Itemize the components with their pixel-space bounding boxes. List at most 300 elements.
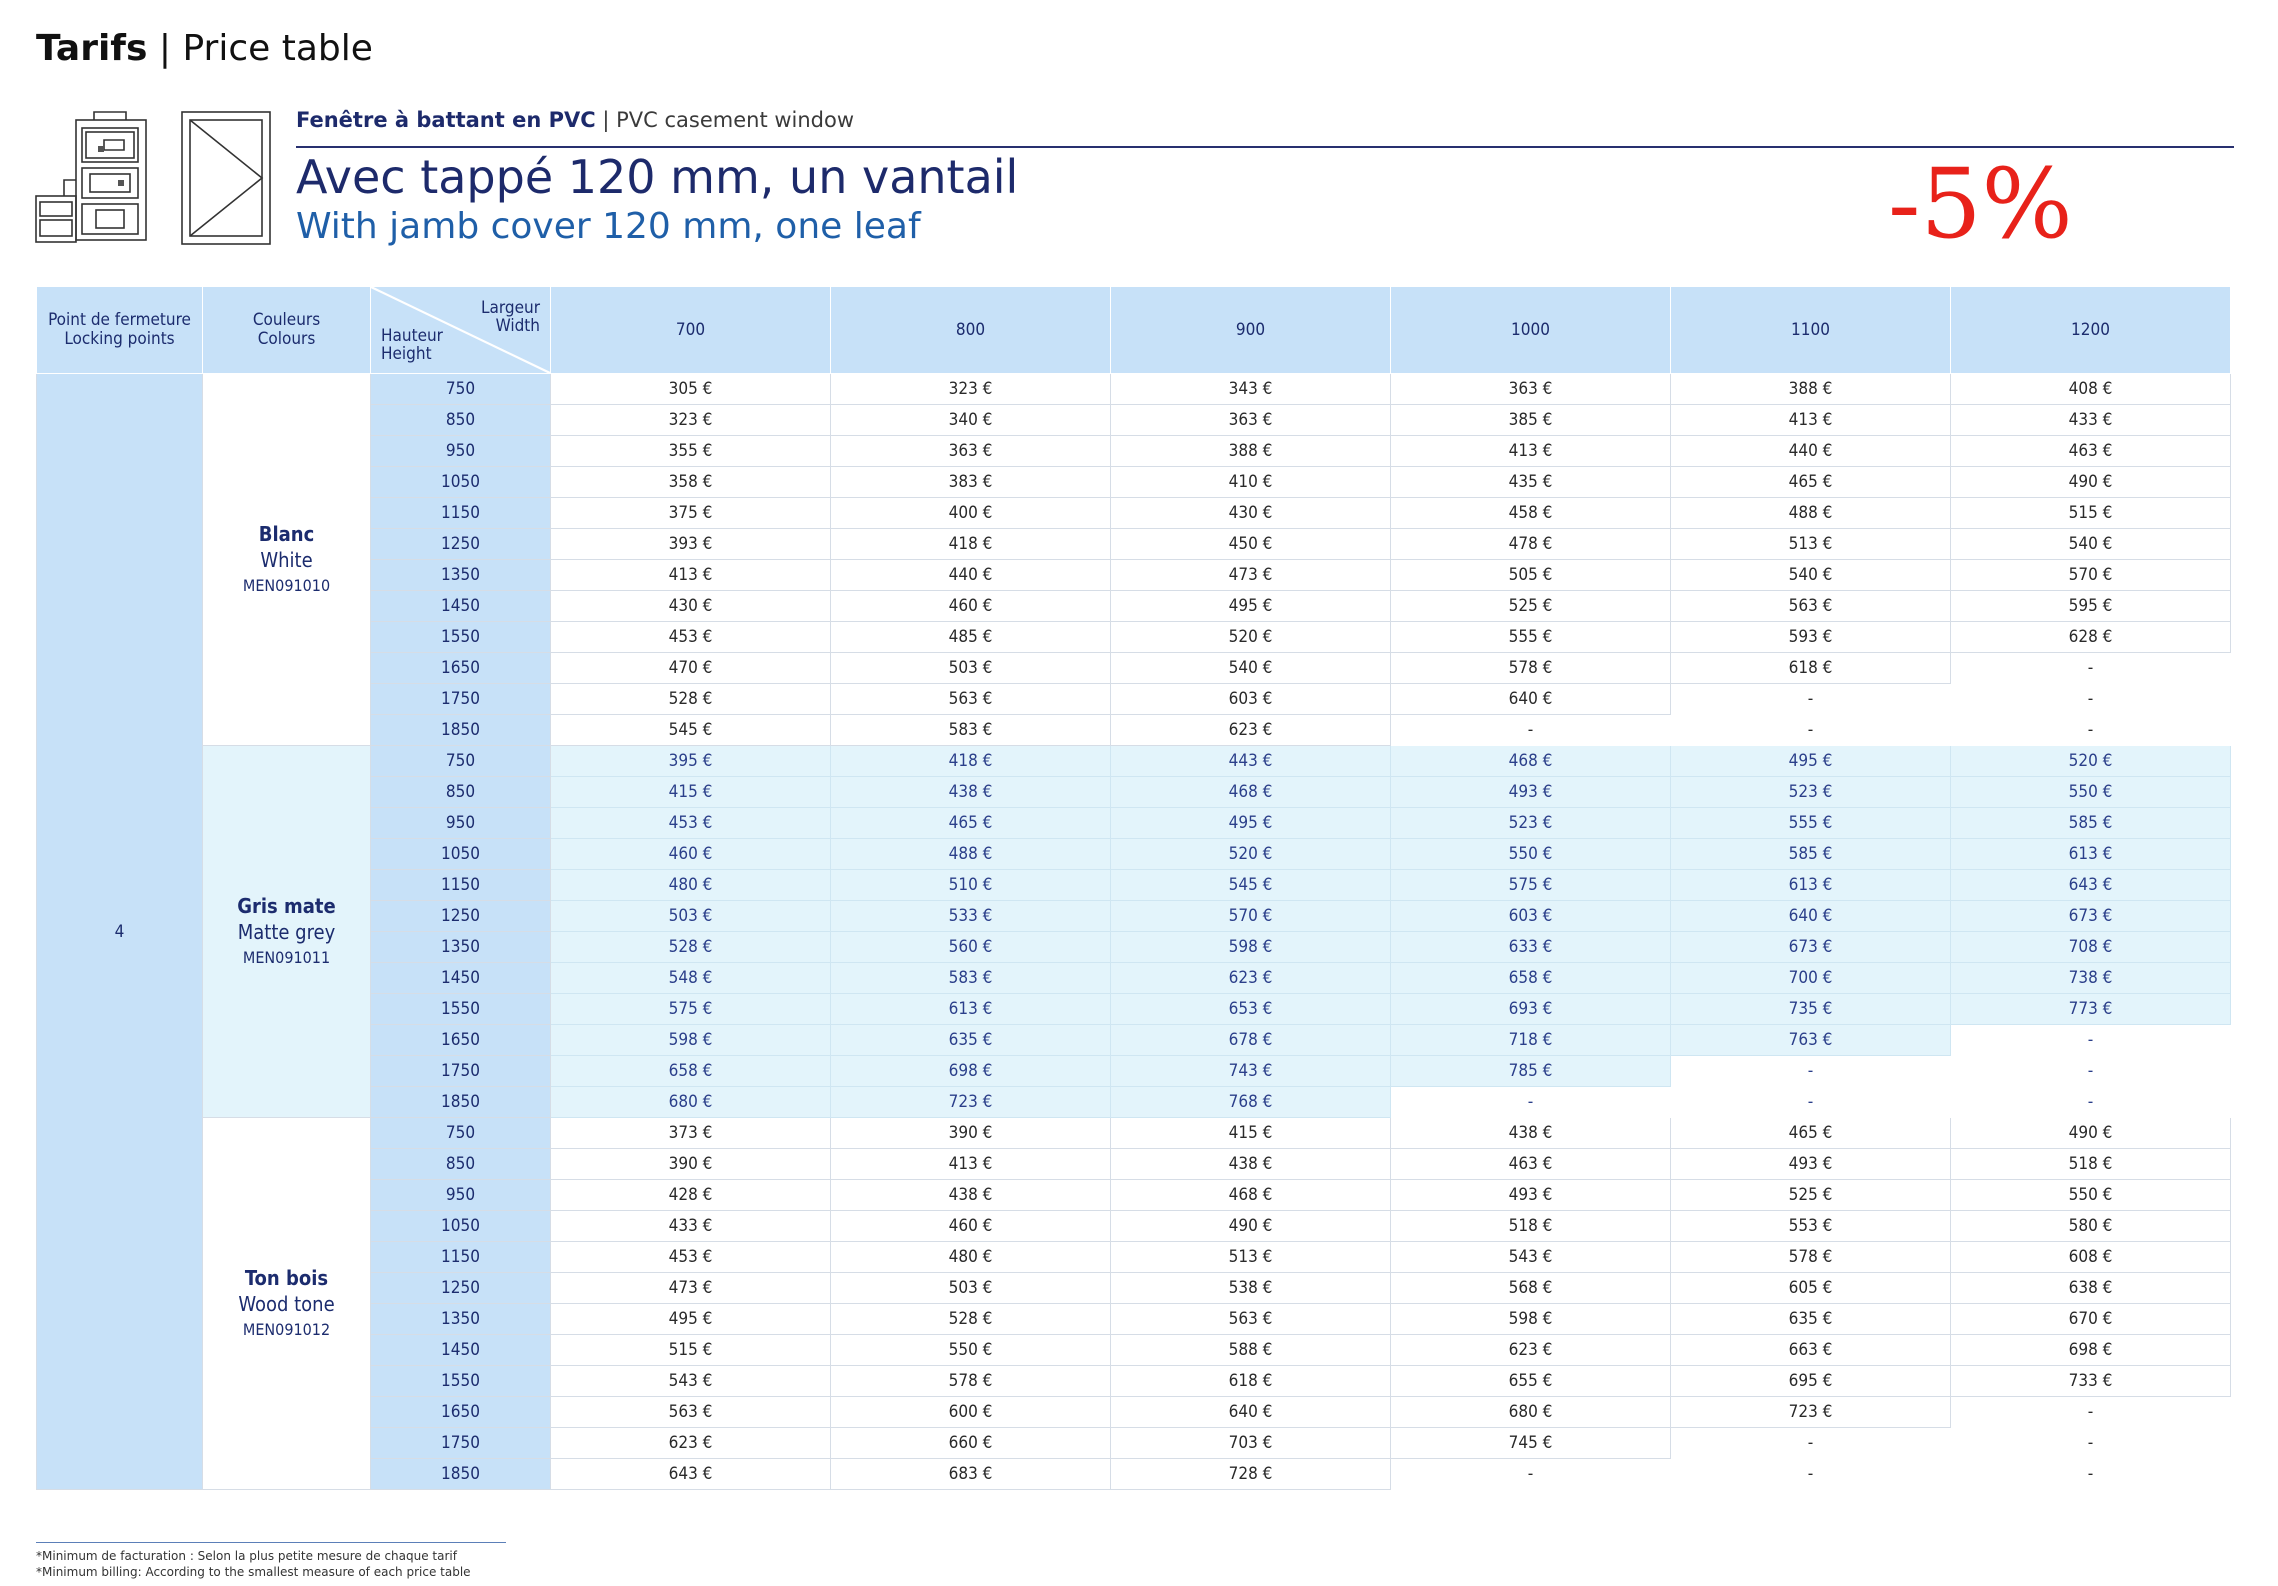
price-cell: 618 € [1671, 653, 1951, 684]
height-cell: 1450 [371, 1335, 551, 1366]
price-cell: 603 € [1391, 901, 1671, 932]
price-cell: - [1807, 689, 1814, 709]
price-cell: 605 € [1671, 1273, 1951, 1304]
price-cell: 718 € [1391, 1025, 1671, 1056]
price-cell: 693 € [1391, 994, 1671, 1025]
price-cell: 698 € [1951, 1335, 2231, 1366]
price-cell: 390 € [831, 1118, 1111, 1149]
price-cell: 453 € [551, 1242, 831, 1273]
price-cell: 343 € [1111, 374, 1391, 405]
price-cell: 358 € [551, 467, 831, 498]
price-cell: 555 € [1671, 808, 1951, 839]
price-cell: 570 € [1951, 560, 2231, 591]
height-cell: 1050 [371, 467, 551, 498]
header-colours-en: Colours [257, 329, 316, 349]
price-cell: 528 € [831, 1304, 1111, 1335]
price-cell: - [1807, 1433, 1814, 1453]
price-cell: 523 € [1671, 777, 1951, 808]
price-cell: 458 € [1391, 498, 1671, 529]
price-cell: 598 € [1111, 932, 1391, 963]
price-cell: 593 € [1671, 622, 1951, 653]
price-cell: 663 € [1671, 1335, 1951, 1366]
price-cell: 640 € [1111, 1397, 1391, 1428]
height-cell: 1050 [371, 1211, 551, 1242]
height-cell: 1150 [371, 498, 551, 529]
price-cell: 763 € [1671, 1025, 1951, 1056]
header-locking-points-fr: Point de fermeture [48, 310, 191, 330]
price-cell: 408 € [1951, 374, 2231, 405]
price-cell: 520 € [1951, 746, 2231, 777]
price-cell: 478 € [1391, 529, 1671, 560]
price-cell: - [2087, 1464, 2094, 1484]
price-cell: 465 € [1671, 1118, 1951, 1149]
price-cell: - [2087, 720, 2094, 740]
price-cell: 415 € [1111, 1118, 1391, 1149]
price-cell: 525 € [1391, 591, 1671, 622]
price-cell: 468 € [1111, 1180, 1391, 1211]
price-cell: 490 € [1951, 1118, 2231, 1149]
price-cell: 585 € [1951, 808, 2231, 839]
footnote-en: *Minimum billing: According to the smallest measure of each price table [36, 1565, 471, 1579]
price-cell: 613 € [831, 994, 1111, 1025]
product-name-en: PVC casement window [616, 108, 855, 132]
height-cell: 1350 [371, 1304, 551, 1335]
price-cell: 600 € [831, 1397, 1111, 1428]
price-cell: 388 € [1111, 436, 1391, 467]
height-cell: 1250 [371, 1273, 551, 1304]
price-cell: 428 € [551, 1180, 831, 1211]
price-cell: 550 € [1951, 1180, 2231, 1211]
locking-points-cell: 4 [37, 374, 203, 1490]
height-cell: 1350 [371, 932, 551, 963]
price-cell: 563 € [1111, 1304, 1391, 1335]
price-cell: 680 € [1391, 1397, 1671, 1428]
price-cell: 518 € [1951, 1149, 2231, 1180]
price-cell: 723 € [1671, 1397, 1951, 1428]
price-cell: 543 € [551, 1366, 831, 1397]
price-cell: 388 € [1671, 374, 1951, 405]
colour-reference: MEN091012 [242, 1319, 331, 1339]
price-cell: 438 € [1111, 1149, 1391, 1180]
footnote-divider [36, 1542, 506, 1543]
price-cell: 560 € [831, 932, 1111, 963]
header-width-fr: Largeur [481, 298, 540, 318]
price-cell: 465 € [831, 808, 1111, 839]
price-cell: 493 € [1391, 1180, 1671, 1211]
price-cell: 395 € [551, 746, 831, 777]
height-cell: 1150 [371, 1242, 551, 1273]
height-cell: 1650 [371, 653, 551, 684]
price-cell: 640 € [1391, 684, 1671, 715]
price-cell: 768 € [1111, 1087, 1391, 1118]
price-cell: 575 € [551, 994, 831, 1025]
product-name-separator: | [602, 108, 610, 132]
price-cell: 468 € [1391, 746, 1671, 777]
price-cell: - [2087, 1402, 2094, 1422]
price-cell: 493 € [1671, 1149, 1951, 1180]
price-cell: 468 € [1111, 777, 1391, 808]
price-cell: 523 € [1391, 808, 1671, 839]
price-cell: 578 € [1391, 653, 1671, 684]
header-width-800: 800 [831, 287, 1111, 374]
price-cell: 660 € [831, 1428, 1111, 1459]
price-cell: 363 € [1111, 405, 1391, 436]
price-cell: 733 € [1951, 1366, 2231, 1397]
colour-name-en: White [260, 547, 313, 572]
price-cell: 583 € [831, 715, 1111, 746]
price-cell: 658 € [551, 1056, 831, 1087]
price-cell: - [2087, 1030, 2094, 1050]
price-cell: 410 € [1111, 467, 1391, 498]
price-cell: 340 € [831, 405, 1111, 436]
price-cell: - [1527, 1464, 1534, 1484]
header-width-1000: 1000 [1391, 287, 1671, 374]
price-cell: 528 € [551, 684, 831, 715]
price-cell: - [2087, 1061, 2094, 1081]
price-cell: 463 € [1391, 1149, 1671, 1180]
price-table-body [37, 374, 2231, 1490]
price-cell: 490 € [1951, 467, 2231, 498]
height-cell: 1650 [371, 1025, 551, 1056]
height-cell: 1750 [371, 684, 551, 715]
height-cell: 1550 [371, 622, 551, 653]
height-cell: 950 [371, 808, 551, 839]
price-cell: 623 € [1391, 1335, 1671, 1366]
header-width-900: 900 [1111, 287, 1391, 374]
price-cell: 488 € [1671, 498, 1951, 529]
price-cell: 460 € [831, 591, 1111, 622]
price-cell: 700 € [1671, 963, 1951, 994]
price-cell: 563 € [831, 684, 1111, 715]
price-cell: 563 € [1671, 591, 1951, 622]
price-cell: 495 € [551, 1304, 831, 1335]
price-cell: 443 € [1111, 746, 1391, 777]
price-cell: - [2087, 1092, 2094, 1112]
height-cell: 1550 [371, 1366, 551, 1397]
page-title-fr: Tarifs [36, 28, 148, 69]
price-cell: 465 € [1671, 467, 1951, 498]
price-cell: 438 € [831, 777, 1111, 808]
price-cell: 485 € [831, 622, 1111, 653]
product-name-fr: Fenêtre à battant en PVC [296, 108, 596, 132]
price-cell: 635 € [831, 1025, 1111, 1056]
price-cell: 533 € [831, 901, 1111, 932]
price-cell: - [1807, 1061, 1814, 1081]
price-table [36, 286, 2231, 1490]
price-cell: 563 € [551, 1397, 831, 1428]
price-cell: 580 € [1951, 1211, 2231, 1242]
price-cell: 450 € [1111, 529, 1391, 560]
price-cell: 655 € [1391, 1366, 1671, 1397]
price-cell: 375 € [551, 498, 831, 529]
price-cell: - [1527, 1092, 1534, 1112]
price-cell: 473 € [551, 1273, 831, 1304]
price-cell: 440 € [1671, 436, 1951, 467]
price-cell: - [1527, 720, 1534, 740]
price-cell: 435 € [1391, 467, 1671, 498]
height-cell: 950 [371, 1180, 551, 1211]
price-cell: 540 € [1951, 529, 2231, 560]
footnote [36, 1548, 471, 1580]
colour-cell [203, 746, 371, 1118]
price-cell: 608 € [1951, 1242, 2231, 1273]
price-cell: 400 € [831, 498, 1111, 529]
colour-cell [203, 374, 371, 746]
price-cell: 598 € [1391, 1304, 1671, 1335]
price-cell: 555 € [1391, 622, 1671, 653]
height-cell: 1450 [371, 591, 551, 622]
price-cell: 698 € [831, 1056, 1111, 1087]
price-cell: 618 € [1111, 1366, 1391, 1397]
price-cell: 550 € [1951, 777, 2231, 808]
price-cell: 550 € [831, 1335, 1111, 1366]
price-cell: 460 € [551, 839, 831, 870]
price-cell: 623 € [551, 1428, 831, 1459]
price-cell: 430 € [551, 591, 831, 622]
price-cell: 653 € [1111, 994, 1391, 1025]
price-cell: 355 € [551, 436, 831, 467]
table-row [37, 374, 2231, 405]
colour-reference: MEN091011 [242, 947, 331, 967]
price-cell: 640 € [1671, 901, 1951, 932]
height-cell: 1550 [371, 994, 551, 1025]
price-cell: 418 € [831, 529, 1111, 560]
header-height-en: Height [381, 344, 432, 364]
product-heading-fr: Avec tappé 120 mm, un vantail [296, 150, 1019, 204]
price-cell: 383 € [831, 467, 1111, 498]
price-cell: 433 € [551, 1211, 831, 1242]
price-cell: 583 € [831, 963, 1111, 994]
price-cell: 513 € [1671, 529, 1951, 560]
price-cell: 553 € [1671, 1211, 1951, 1242]
header-width-1100: 1100 [1671, 287, 1951, 374]
price-cell: 575 € [1391, 870, 1671, 901]
height-cell: 850 [371, 777, 551, 808]
price-cell: 503 € [831, 1273, 1111, 1304]
price-cell: 520 € [1111, 622, 1391, 653]
colour-name-fr: Gris mate [237, 893, 336, 918]
price-cell: 385 € [1391, 405, 1671, 436]
price-cell: 683 € [831, 1459, 1111, 1490]
price-cell: 515 € [551, 1335, 831, 1366]
header-width [481, 299, 540, 335]
height-cell: 750 [371, 746, 551, 777]
price-cell: 413 € [1391, 436, 1671, 467]
height-cell: 1750 [371, 1428, 551, 1459]
price-cell: 363 € [831, 436, 1111, 467]
price-cell: 438 € [1391, 1118, 1671, 1149]
price-cell: 440 € [831, 560, 1111, 591]
height-cell: 1350 [371, 560, 551, 591]
header-width-1200: 1200 [1951, 287, 2231, 374]
page-title [36, 28, 373, 69]
header-width-en: Width [495, 316, 540, 336]
price-cell: 603 € [1111, 684, 1391, 715]
height-cell: 850 [371, 1149, 551, 1180]
product-kicker [296, 108, 854, 132]
discount-badge: -5% [1888, 148, 2073, 260]
price-cell: 613 € [1951, 839, 2231, 870]
price-cell: 503 € [551, 901, 831, 932]
header-height-fr: Hauteur [381, 326, 443, 346]
height-cell: 1150 [371, 870, 551, 901]
price-cell: 568 € [1391, 1273, 1671, 1304]
price-cell: 680 € [551, 1087, 831, 1118]
price-cell: 635 € [1671, 1304, 1951, 1335]
price-cell: 743 € [1111, 1056, 1391, 1087]
colour-name-en: Matte grey [237, 919, 336, 944]
price-cell: 480 € [831, 1242, 1111, 1273]
price-cell: 460 € [831, 1211, 1111, 1242]
price-cell: 433 € [1951, 405, 2231, 436]
header-locking-points-en: Locking points [64, 329, 175, 349]
price-cell: 518 € [1391, 1211, 1671, 1242]
price-cell: 418 € [831, 746, 1111, 777]
price-cell: - [2087, 658, 2094, 678]
price-cell: - [1807, 1092, 1814, 1112]
height-cell: 1850 [371, 1459, 551, 1490]
price-cell: 495 € [1671, 746, 1951, 777]
price-cell: 453 € [551, 622, 831, 653]
height-cell: 1850 [371, 715, 551, 746]
price-cell: - [2087, 1433, 2094, 1453]
price-cell: 470 € [551, 653, 831, 684]
colour-cell [203, 1118, 371, 1490]
price-cell: 493 € [1391, 777, 1671, 808]
price-cell: 305 € [551, 374, 831, 405]
header-locking-points [37, 287, 203, 374]
product-heading-en: With jamb cover 120 mm, one leaf [296, 206, 921, 247]
price-cell: 588 € [1111, 1335, 1391, 1366]
header-colours-fr: Couleurs [252, 310, 321, 330]
price-cell: 510 € [831, 870, 1111, 901]
price-cell: 520 € [1111, 839, 1391, 870]
price-cell: 745 € [1391, 1428, 1671, 1459]
height-cell: 1850 [371, 1087, 551, 1118]
price-cell: 528 € [551, 932, 831, 963]
price-cell: 463 € [1951, 436, 2231, 467]
header-width-height-corner [371, 287, 551, 374]
price-cell: 638 € [1951, 1273, 2231, 1304]
price-cell: 695 € [1671, 1366, 1951, 1397]
price-cell: 628 € [1951, 622, 2231, 653]
page-title-separator: | [158, 28, 171, 69]
price-cell: 643 € [1951, 870, 2231, 901]
price-cell: 453 € [551, 808, 831, 839]
price-cell: 538 € [1111, 1273, 1391, 1304]
price-cell: 373 € [551, 1118, 831, 1149]
price-cell: 773 € [1951, 994, 2231, 1025]
price-cell: 525 € [1671, 1180, 1951, 1211]
price-cell: - [1807, 720, 1814, 740]
price-cell: 413 € [831, 1149, 1111, 1180]
price-cell: 785 € [1391, 1056, 1671, 1087]
height-cell: 850 [371, 405, 551, 436]
price-cell: 438 € [831, 1180, 1111, 1211]
price-cell: 723 € [831, 1087, 1111, 1118]
price-cell: 540 € [1111, 653, 1391, 684]
height-cell: 950 [371, 436, 551, 467]
price-cell: 488 € [831, 839, 1111, 870]
price-cell: 550 € [1391, 839, 1671, 870]
colour-name-en: Wood tone [238, 1291, 335, 1316]
price-cell: 673 € [1951, 901, 2231, 932]
price-cell: 613 € [1671, 870, 1951, 901]
footnote-fr: *Minimum de facturation : Selon la plus petite mesure de chaque tarif [36, 1549, 457, 1563]
price-cell: 540 € [1671, 560, 1951, 591]
price-cell: 495 € [1111, 808, 1391, 839]
price-cell: 735 € [1671, 994, 1951, 1025]
price-cell: 363 € [1391, 374, 1671, 405]
price-cell: 570 € [1111, 901, 1391, 932]
price-cell: 703 € [1111, 1428, 1391, 1459]
price-cell: 545 € [551, 715, 831, 746]
price-cell: 430 € [1111, 498, 1391, 529]
price-cell: 585 € [1671, 839, 1951, 870]
height-cell: 1750 [371, 1056, 551, 1087]
price-cell: 643 € [551, 1459, 831, 1490]
price-cell: 413 € [1671, 405, 1951, 436]
price-cell: 390 € [551, 1149, 831, 1180]
colour-name-fr: Ton bois [244, 1265, 329, 1290]
price-cell: 513 € [1111, 1242, 1391, 1273]
page-title-en: Price table [182, 28, 373, 69]
price-cell: 578 € [831, 1366, 1111, 1397]
price-cell: 678 € [1111, 1025, 1391, 1056]
price-cell: 623 € [1111, 715, 1391, 746]
price-cell: 658 € [1391, 963, 1671, 994]
price-cell: 323 € [831, 374, 1111, 405]
price-cell: 728 € [1111, 1459, 1391, 1490]
price-cell: 515 € [1951, 498, 2231, 529]
price-cell: - [1807, 1464, 1814, 1484]
table-row [37, 1118, 2231, 1149]
height-cell: 1450 [371, 963, 551, 994]
price-cell: 738 € [1951, 963, 2231, 994]
price-cell: 490 € [1111, 1211, 1391, 1242]
price-cell: 595 € [1951, 591, 2231, 622]
price-cell: 708 € [1951, 932, 2231, 963]
header-colours [203, 287, 371, 374]
price-cell: 415 € [551, 777, 831, 808]
table-header-row [37, 287, 2231, 374]
height-cell: 750 [371, 1118, 551, 1149]
height-cell: 1250 [371, 529, 551, 560]
price-cell: 598 € [551, 1025, 831, 1056]
price-cell: 633 € [1391, 932, 1671, 963]
table-row [37, 746, 2231, 777]
price-cell: 393 € [551, 529, 831, 560]
price-cell: 548 € [551, 963, 831, 994]
price-cell: 323 € [551, 405, 831, 436]
height-cell: 1650 [371, 1397, 551, 1428]
colour-reference: MEN091010 [242, 575, 331, 595]
price-cell: 623 € [1111, 963, 1391, 994]
price-cell: 495 € [1111, 591, 1391, 622]
price-cell: - [2087, 689, 2094, 709]
price-cell: 673 € [1671, 932, 1951, 963]
window-drawing-icon [34, 110, 274, 246]
header-height [381, 327, 443, 363]
price-cell: 543 € [1391, 1242, 1671, 1273]
colour-name-fr: Blanc [258, 521, 315, 546]
price-cell: 503 € [831, 653, 1111, 684]
price-cell: 480 € [551, 870, 831, 901]
price-cell: 578 € [1671, 1242, 1951, 1273]
price-cell: 545 € [1111, 870, 1391, 901]
price-cell: 473 € [1111, 560, 1391, 591]
height-cell: 750 [371, 374, 551, 405]
